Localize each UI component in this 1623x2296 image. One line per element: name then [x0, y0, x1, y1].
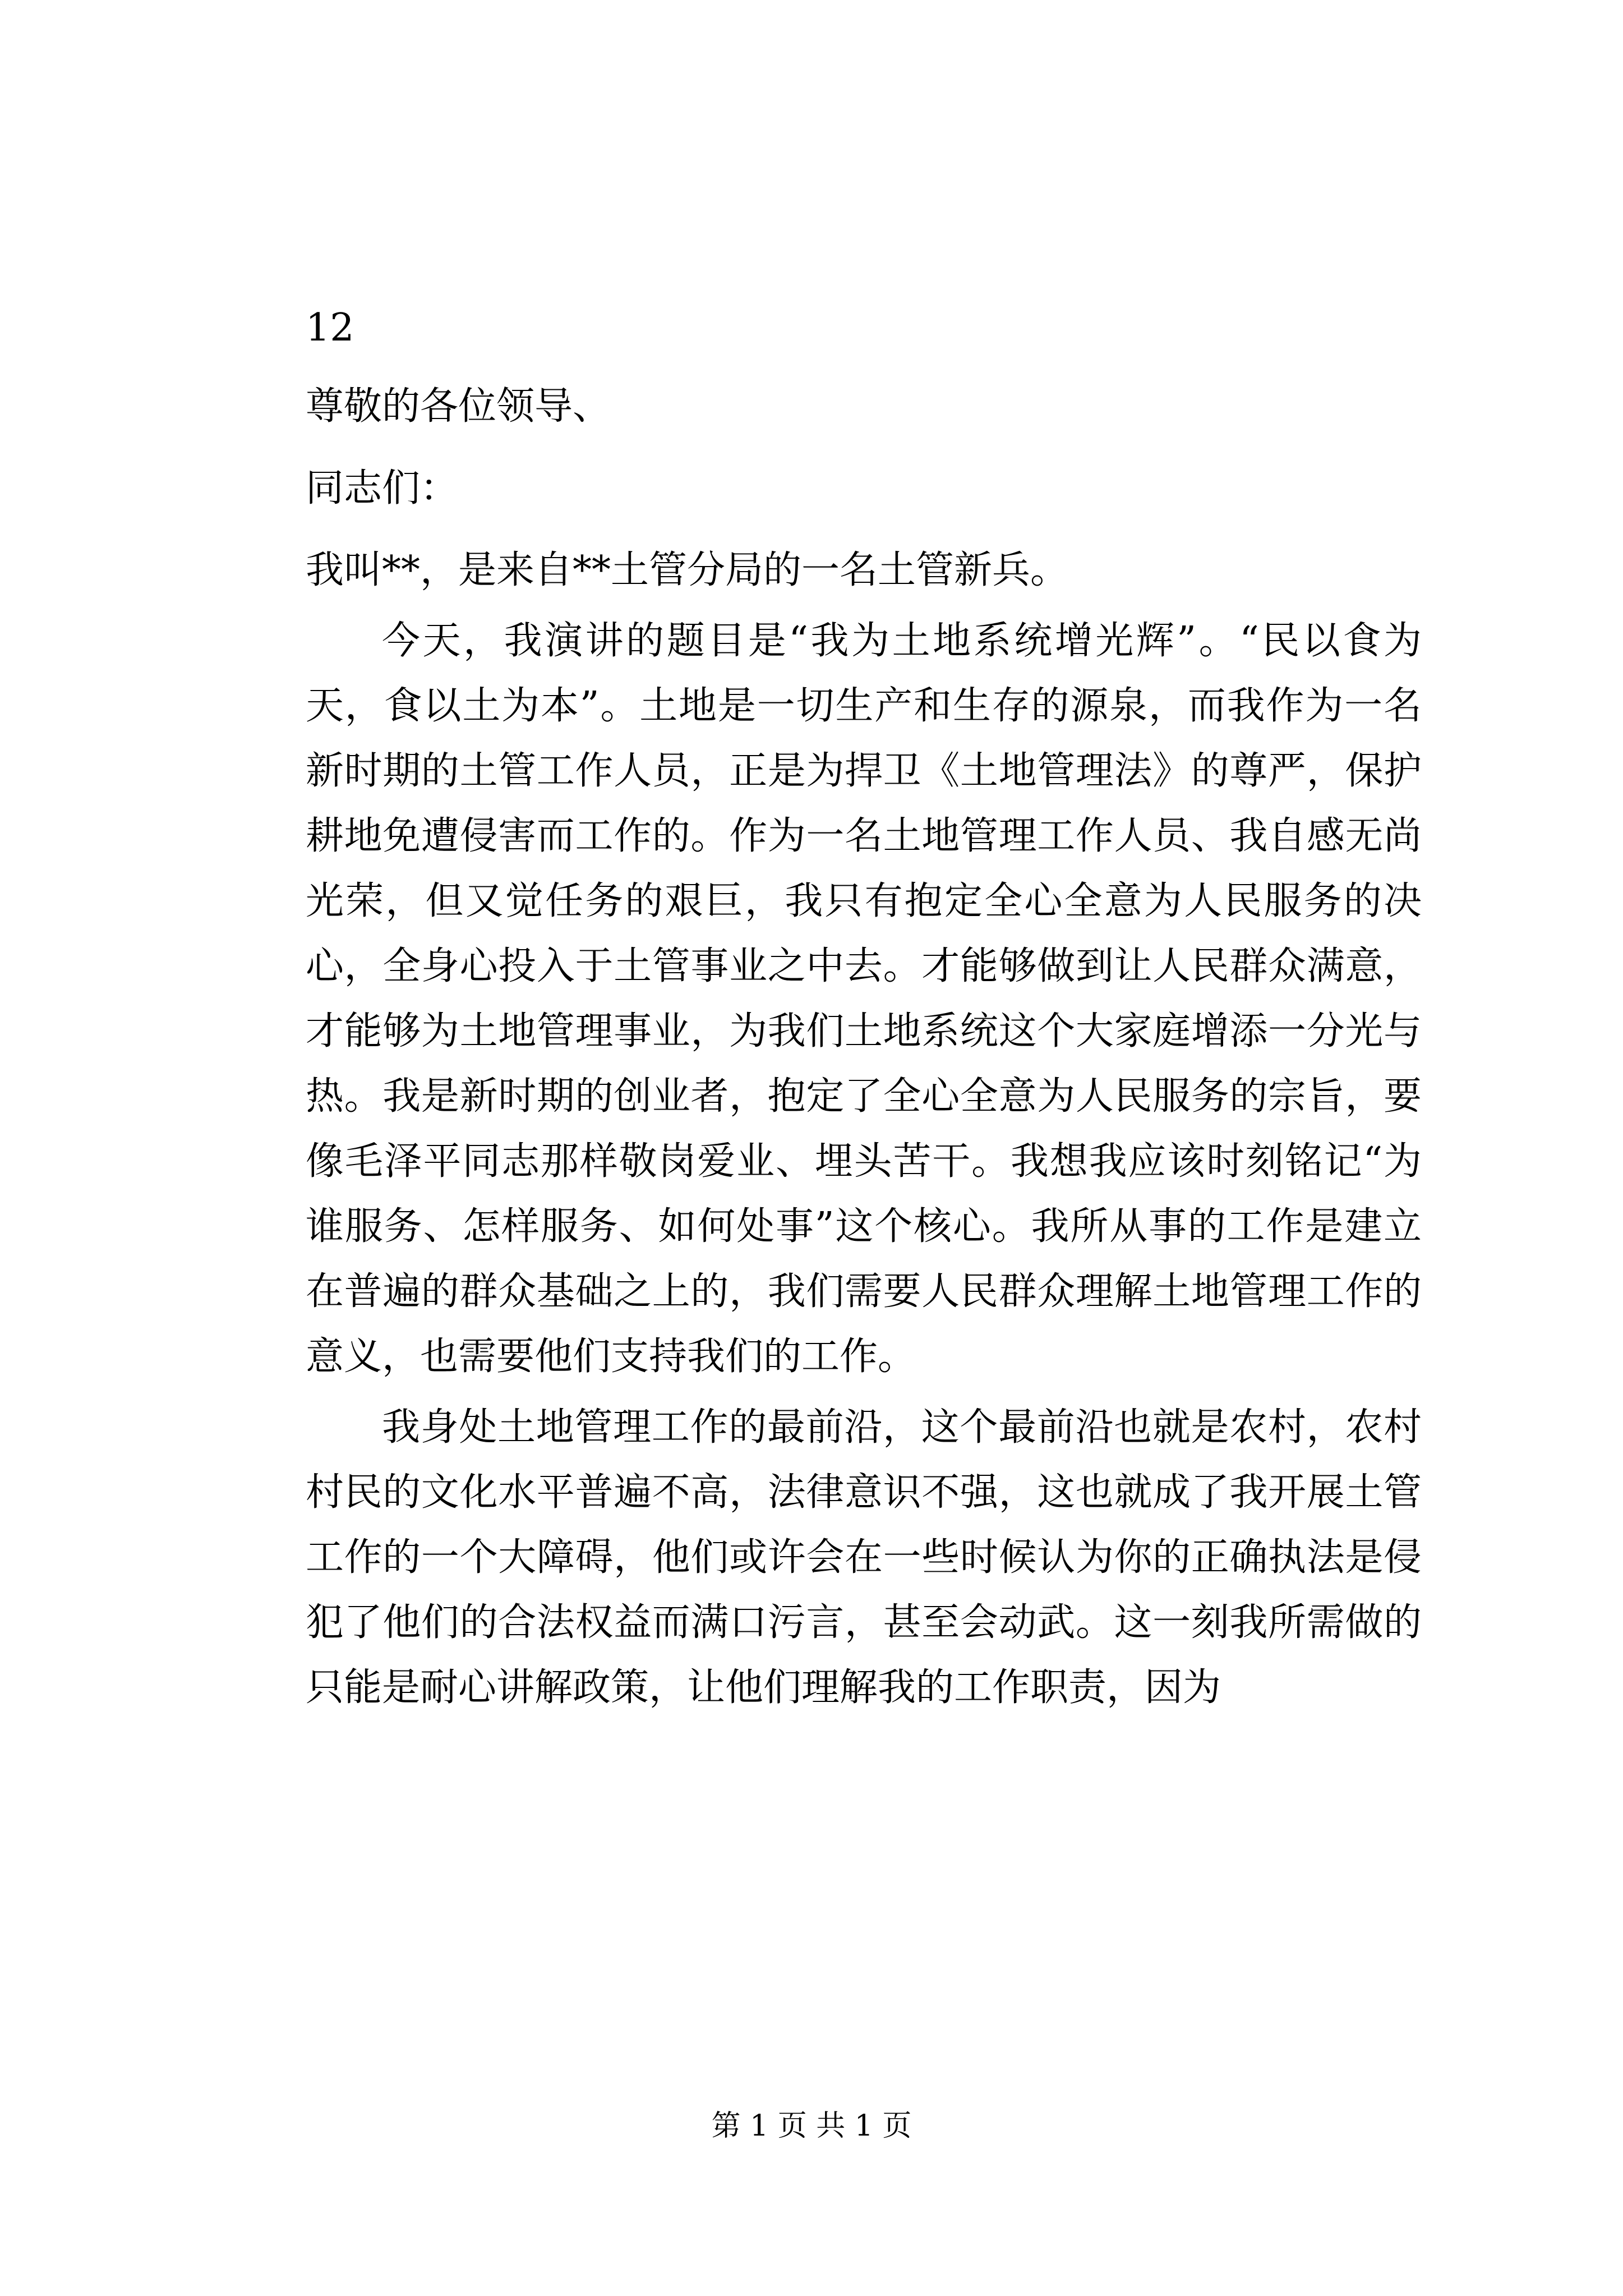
page-number-top: 12	[306, 306, 354, 350]
body-text-block	[306, 609, 1422, 1720]
page-footer: 第 1 页 共 1 页	[711, 2109, 912, 2143]
intro-line: 我叫**，是来自**土管分局的一名土管新兵。	[306, 548, 1069, 592]
salutation-line-1: 尊敬的各位领导、	[306, 384, 611, 429]
paragraph-1: 今天，我演讲的题目是“我为土地系统增光辉”。“民以食为天，食以土为本”。土地是一切生产和生存的源泉，而我作为一名新时期的土管工作人员，正是为捍卫《土地管理法》的尊严，保护耕地免遭侵害而工作的。作为一名土地管理工作人员、我自感无尚光荣，但又觉任务的艰巨，我只有抱定全心全意为人民服务的决心，全身心投入于土管事业之中去。才能够做到让人民群众满意，才能够为土地管理事业，为我们土地系统这个大家庭增添一分光与热。我是新时期的创业者，抱定了全心全意为人民服务的宗旨，要像毛泽平同志那样敬岗爱业、埋头苦干。我想我应该时刻铭记“为谁服务、怎样服务、如何处事”这个核心。我所从事的工作是建立在普遍的群众基础之上的，我们需要人民群众理解土地管理工作的意义，也需要他们支持我们的工作。	[306, 619, 1422, 1379]
paragraph-2: 我身处土地管理工作的最前沿，这个最前沿也就是农村，农村村民的文化水平普遍不高，法律意识不强，这也就成了我开展土管工作的一个大障碍，他们或许会在一些时候认为你的正确执法是侵犯了他们的合法权益而满口污言，甚至会动武。这一刻我所需做的只能是耐心讲解政策，让他们理解我的工作职责，因为	[306, 1405, 1422, 1710]
salutation-line-2: 同志们：	[306, 466, 459, 510]
